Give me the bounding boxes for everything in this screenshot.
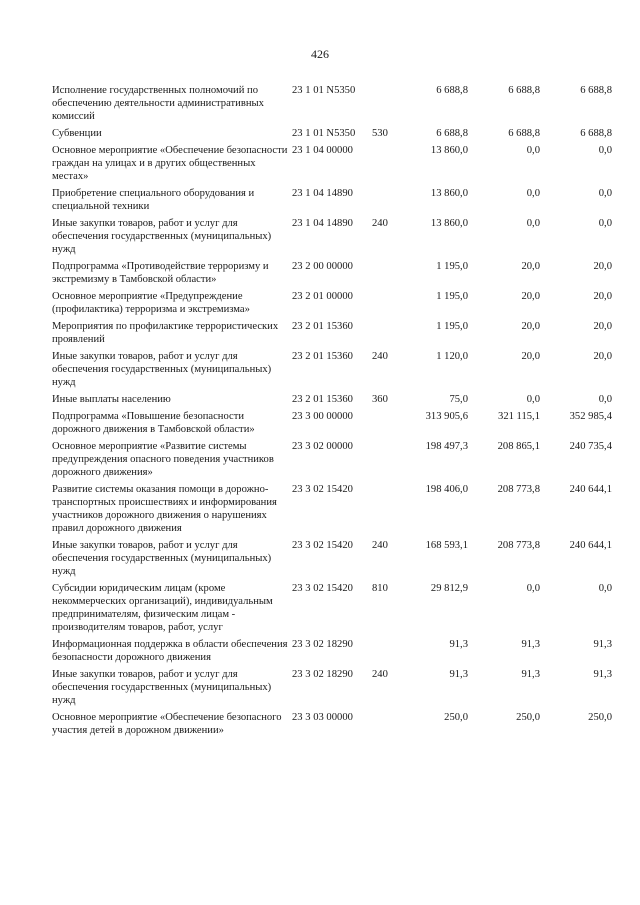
row-code: 23 3 02 18290	[292, 639, 353, 650]
row-value-year-1: 1 120,0	[436, 351, 468, 362]
row-expense-type: 530	[372, 128, 388, 139]
row-value-year-2: 20,0	[521, 261, 540, 272]
row-value-year-1: 6 688,8	[436, 128, 468, 139]
row-expense-type	[372, 144, 396, 187]
budget-table	[52, 84, 612, 741]
row-value-year-2: 6 688,8	[508, 128, 540, 139]
table-row	[52, 539, 612, 582]
row-value-year-1: 1 195,0	[436, 261, 468, 272]
row-value-year-3: 20,0	[593, 291, 612, 302]
row-code: 23 2 01 15360	[292, 394, 353, 405]
row-value-year-2: 0,0	[526, 394, 540, 405]
row-name: Иные закупки товаров, работ и услуг для обеспечения государственных (муниципальных) нужд	[52, 669, 272, 706]
row-code: 23 2 00 00000	[292, 261, 353, 272]
row-expense-type: 240	[372, 540, 388, 551]
row-expense-type	[372, 711, 396, 741]
row-expense-type: 240	[372, 669, 388, 680]
row-code: 23 1 01 N5350	[292, 128, 356, 139]
table-row	[52, 127, 612, 144]
row-name: Субвенции	[52, 128, 102, 139]
row-name: Подпрограмма «Повышение безопасности дорожного движения в Тамбовской области»	[52, 411, 255, 435]
row-value-year-3: 240 735,4	[569, 441, 612, 452]
row-name: Основное мероприятие «Развитие системы предупреждения опасного поведения участников дорожного движения»	[52, 441, 274, 478]
row-value-year-1: 91,3	[449, 669, 468, 680]
row-value-year-3: 0,0	[598, 394, 612, 405]
row-code: 23 1 04 14890	[292, 218, 353, 229]
row-name: Приобретение специального оборудования и специальной техники	[52, 188, 255, 212]
row-value-year-2: 20,0	[521, 291, 540, 302]
row-value-year-1: 29 812,9	[430, 583, 468, 594]
row-name: Подпрограмма «Противодействие терроризму и экстремизму в Тамбовской области»	[52, 261, 269, 285]
row-code: 23 1 04 14890	[292, 188, 353, 199]
row-value-year-1: 313 905,6	[425, 411, 468, 422]
row-code: 23 2 01 15360	[292, 351, 353, 362]
row-name: Субсидии юридическим лицам (кроме некоммерческих организаций), индивидуальным предпринимателям, физическим лицам - производителям товаров, работ, услуг	[52, 583, 273, 633]
row-code: 23 2 01 00000	[292, 291, 353, 302]
row-name: Иные закупки товаров, работ и услуг для обеспечения государственных (муниципальных) нужд	[52, 540, 272, 577]
row-expense-type	[372, 84, 396, 127]
row-name: Информационная поддержка в области обеспечения безопасности дорожного движения	[52, 639, 288, 663]
row-code: 23 2 01 15360	[292, 321, 353, 332]
row-value-year-3: 0,0	[598, 188, 612, 199]
row-value-year-3: 352 985,4	[569, 411, 612, 422]
row-code: 23 3 02 00000	[292, 441, 353, 452]
row-value-year-1: 13 860,0	[430, 188, 468, 199]
row-value-year-3: 0,0	[598, 583, 612, 594]
row-name: Основное мероприятие «Обеспечение безопасного участия детей в дорожном движении»	[52, 712, 282, 736]
row-value-year-3: 6 688,8	[580, 85, 612, 96]
table-row	[52, 144, 612, 187]
row-name: Иные закупки товаров, работ и услуг для обеспечения государственных (муниципальных) нужд	[52, 218, 272, 255]
row-code: 23 3 00 00000	[292, 411, 353, 422]
row-value-year-2: 0,0	[526, 145, 540, 156]
row-value-year-1: 6 688,8	[436, 85, 468, 96]
table-row	[52, 260, 612, 290]
row-value-year-2: 321 115,1	[498, 411, 540, 422]
row-value-year-3: 91,3	[593, 669, 612, 680]
row-name: Мероприятия по профилактике террористических проявлений	[52, 321, 279, 345]
row-expense-type	[372, 320, 396, 350]
page-number: 426	[311, 47, 329, 61]
row-value-year-2: 0,0	[526, 188, 540, 199]
row-value-year-3: 0,0	[598, 218, 612, 229]
table-row	[52, 350, 612, 393]
row-value-year-3: 0,0	[598, 145, 612, 156]
table-row	[52, 290, 612, 320]
table-row	[52, 393, 612, 410]
row-value-year-2: 208 773,8	[497, 540, 540, 551]
row-code: 23 1 04 00000	[292, 145, 353, 156]
row-expense-type	[372, 290, 396, 320]
row-expense-type	[372, 260, 396, 290]
row-expense-type: 240	[372, 351, 388, 362]
row-value-year-2: 20,0	[521, 351, 540, 362]
table-row	[52, 582, 612, 638]
row-value-year-1: 13 860,0	[430, 145, 468, 156]
row-value-year-1: 250,0	[444, 712, 468, 723]
row-name: Основное мероприятие «Предупреждение (профилактика) терроризма и экстремизма»	[52, 291, 250, 315]
row-code: 23 1 01 N5350	[292, 85, 356, 96]
row-expense-type: 240	[372, 218, 388, 229]
table-row	[52, 320, 612, 350]
row-expense-type	[372, 638, 396, 668]
table-row	[52, 84, 612, 127]
row-code: 23 3 02 15420	[292, 583, 353, 594]
table-row	[52, 483, 612, 539]
row-value-year-3: 20,0	[593, 261, 612, 272]
row-value-year-3: 240 644,1	[569, 540, 612, 551]
row-value-year-2: 20,0	[521, 321, 540, 332]
table-row	[52, 410, 612, 440]
row-value-year-3: 240 644,1	[569, 484, 612, 495]
row-value-year-3: 91,3	[593, 639, 612, 650]
row-value-year-3: 250,0	[588, 712, 612, 723]
row-name: Развитие системы оказания помощи в дорожно-транспортных происшествиях и информирования участников дорожного движения о нарушениях правил дорожного движения	[52, 484, 277, 534]
row-value-year-1: 1 195,0	[436, 321, 468, 332]
row-code: 23 3 02 15420	[292, 540, 353, 551]
row-value-year-1: 91,3	[449, 639, 468, 650]
row-value-year-2: 250,0	[516, 712, 540, 723]
row-value-year-2: 208 865,1	[497, 441, 540, 452]
row-value-year-1: 198 406,0	[425, 484, 468, 495]
row-expense-type: 360	[372, 394, 388, 405]
row-value-year-1: 13 860,0	[430, 218, 468, 229]
row-code: 23 3 03 00000	[292, 712, 353, 723]
row-value-year-2: 6 688,8	[508, 85, 540, 96]
budget-table-body	[52, 84, 612, 741]
row-value-year-2: 91,3	[521, 639, 540, 650]
row-name: Исполнение государственных полномочий по обеспечению деятельности административных комиссий	[52, 85, 264, 122]
row-value-year-1: 1 195,0	[436, 291, 468, 302]
table-row	[52, 187, 612, 217]
row-value-year-3: 20,0	[593, 351, 612, 362]
row-expense-type	[372, 410, 396, 440]
row-expense-type: 810	[372, 583, 388, 594]
row-expense-type	[372, 187, 396, 217]
row-value-year-1: 198 497,3	[425, 441, 468, 452]
row-value-year-2: 91,3	[521, 669, 540, 680]
row-code: 23 3 02 18290	[292, 669, 353, 680]
table-row	[52, 711, 612, 741]
table-row	[52, 440, 612, 483]
row-code: 23 3 02 15420	[292, 484, 353, 495]
table-row	[52, 638, 612, 668]
row-value-year-1: 168 593,1	[425, 540, 468, 551]
row-value-year-1: 75,0	[449, 394, 468, 405]
row-expense-type	[372, 440, 396, 483]
row-value-year-2: 0,0	[526, 218, 540, 229]
row-expense-type	[372, 483, 396, 539]
table-row	[52, 217, 612, 260]
row-name: Основное мероприятие «Обеспечение безопасности граждан на улицах и в других общественных местах»	[52, 145, 288, 182]
row-value-year-2: 208 773,8	[497, 484, 540, 495]
row-value-year-3: 6 688,8	[580, 128, 612, 139]
row-name: Иные закупки товаров, работ и услуг для обеспечения государственных (муниципальных) нужд	[52, 351, 272, 388]
row-value-year-2: 0,0	[526, 583, 540, 594]
table-row	[52, 668, 612, 711]
row-value-year-3: 20,0	[593, 321, 612, 332]
row-name: Иные выплаты населению	[52, 394, 171, 405]
